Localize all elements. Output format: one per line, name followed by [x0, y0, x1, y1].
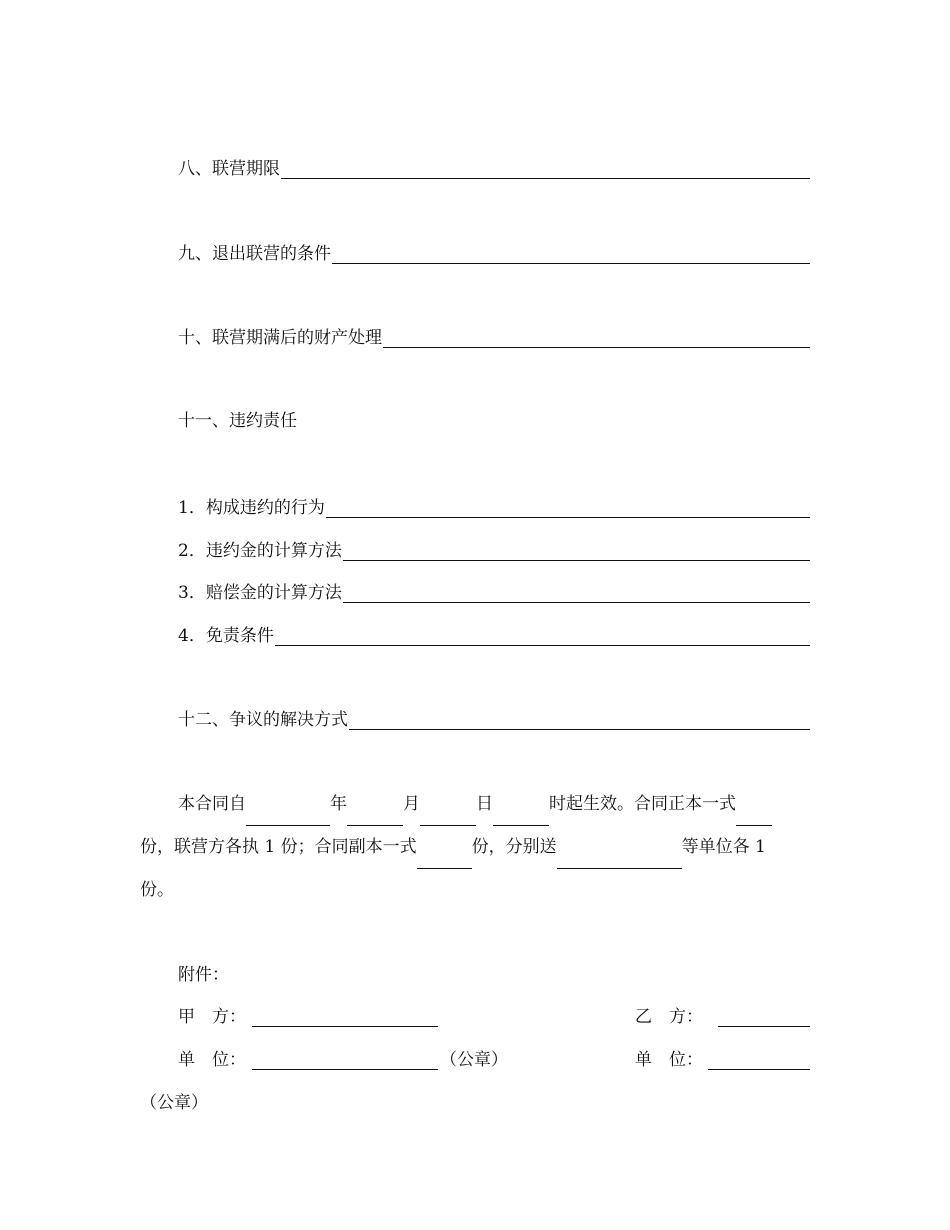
effective-date-paragraph: [140, 783, 810, 912]
party-b-label: 乙 方：: [635, 1007, 703, 1027]
unit-a-label: 单 位：: [178, 1050, 246, 1070]
section-11-heading: 十一、违约责任: [178, 411, 297, 431]
section-10-label: 十、联营期满后的财产处理: [178, 328, 382, 348]
section-11-1-blank[interactable]: [326, 497, 810, 518]
section-8-blank[interactable]: [281, 158, 810, 179]
section-10-line: [178, 324, 810, 348]
section-11-4-blank[interactable]: [275, 625, 810, 646]
section-9-line: [178, 240, 810, 264]
section-11-2-blank[interactable]: [343, 540, 810, 561]
effect-text-year: 年: [330, 794, 347, 814]
effect-text-1: 本合同自: [178, 794, 246, 814]
section-11-2-label: 2．违约金的计算方法: [178, 541, 342, 561]
section-9-label: 九、退出联营的条件: [178, 244, 331, 264]
unit-b-label: 单 位：: [635, 1050, 703, 1070]
section-11-4-line: [178, 622, 810, 646]
month-blank[interactable]: [347, 805, 403, 826]
effect-text-8: 等单位各 1: [681, 837, 766, 857]
day-blank[interactable]: [420, 805, 476, 826]
hour-blank[interactable]: [493, 805, 549, 826]
unit-a-blank[interactable]: [252, 1068, 438, 1070]
effect-text-6: 份，联营方各执 1 份；合同副本一式: [140, 837, 417, 857]
attachment-label: 附件：: [178, 965, 229, 985]
section-11-1-line: [178, 494, 810, 518]
section-12-line: [178, 706, 810, 730]
duplicate-copies-blank[interactable]: [417, 848, 472, 869]
section-11-1-label: 1．构成违约的行为: [178, 498, 325, 518]
effect-text-7: 份，分别送: [471, 837, 557, 857]
party-a-label: 甲 方：: [178, 1007, 246, 1027]
section-12-blank[interactable]: [349, 709, 810, 730]
section-11-3-blank[interactable]: [343, 582, 810, 603]
section-9-blank[interactable]: [332, 243, 810, 264]
effect-text-5: 时起生效。合同正本一式: [549, 794, 736, 814]
original-copies-blank[interactable]: [736, 805, 772, 826]
recipient-units-blank[interactable]: [557, 848, 682, 869]
section-8-label: 八、联营期限: [178, 159, 280, 179]
section-11-3-line: [178, 579, 810, 603]
seal-b-label: （公章）: [140, 1093, 208, 1113]
section-8-line: [178, 155, 810, 179]
party-b-blank[interactable]: [718, 1025, 810, 1027]
section-11-4-label: 4．免责条件: [178, 626, 274, 646]
section-10-blank[interactable]: [383, 327, 810, 348]
year-blank[interactable]: [246, 805, 330, 826]
section-11-3-label: 3．赔偿金的计算方法: [178, 583, 342, 603]
effect-text-day: 日: [476, 794, 493, 814]
party-a-blank[interactable]: [252, 1025, 438, 1027]
seal-a-label: （公章）: [440, 1050, 508, 1070]
effect-text-9: 份。: [140, 880, 174, 900]
effect-text-month: 月: [403, 794, 420, 814]
unit-b-blank[interactable]: [708, 1068, 810, 1070]
section-12-label: 十二、争议的解决方式: [178, 710, 348, 730]
section-11-2-line: [178, 537, 810, 561]
